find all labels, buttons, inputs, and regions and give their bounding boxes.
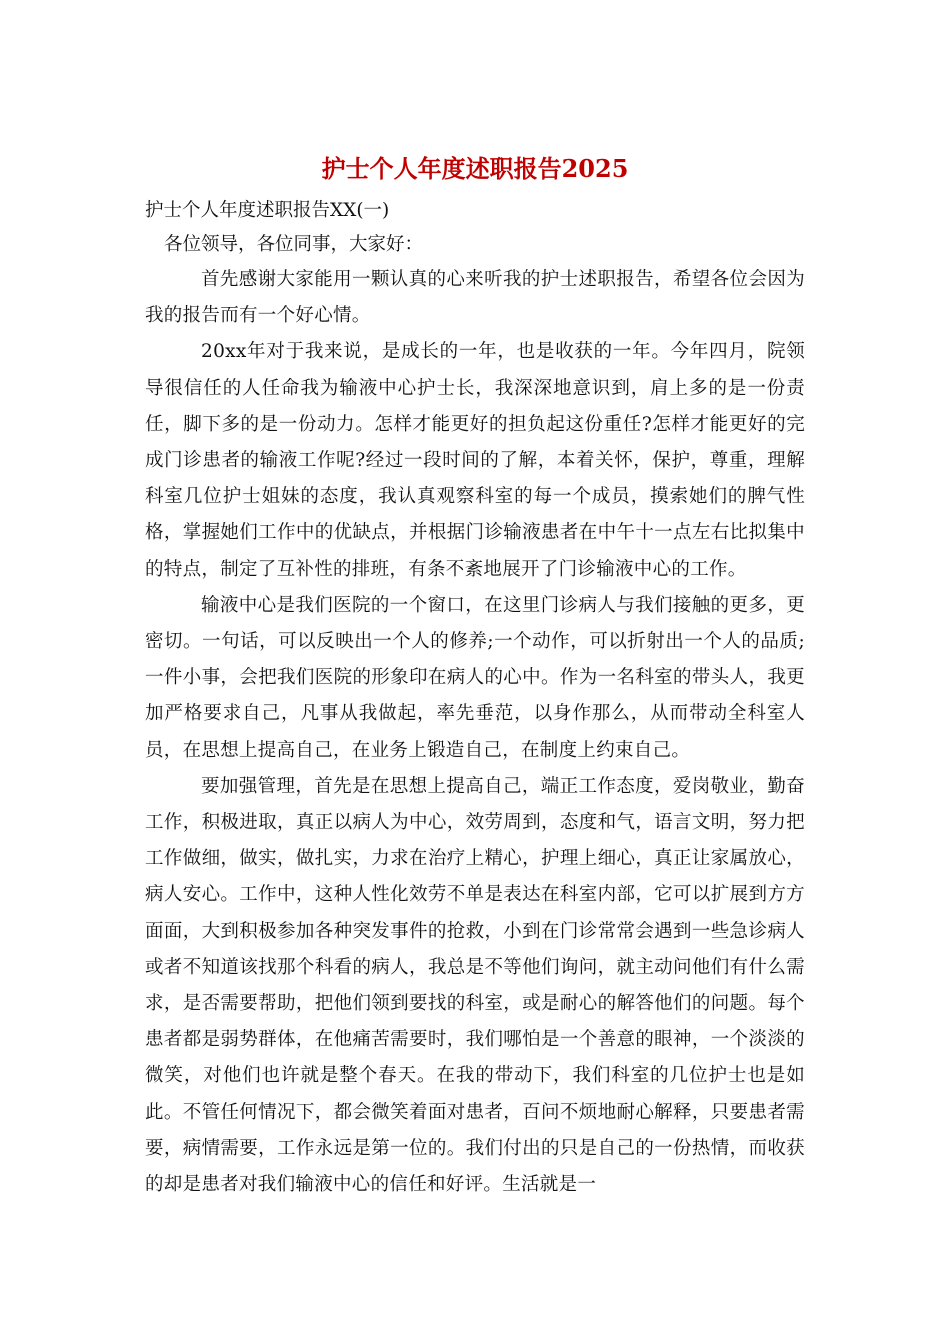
paragraph-3: 输液中心是我们医院的一个窗口，在这里门诊病人与我们接触的更多，更密切。一句话，可以反映出一个人的修养;一个动作，可以折射出一个人的品质;一件小事，会把我们医院的形象印在病人的心中。作为一名科室的带头人，我更加严格要求自己，凡事从我做起，率先垂范，以身作那么，从而带动全科室人员，在思想上提高自己，在业务上锻造自己，在制度上约束自己。 [145,594,805,761]
paragraph-4: 要加强管理，首先是在思想上提高自己，端正工作态度，爱岗敬业，勤奋工作，积极进取，真正以病人为中心，效劳周到，态度和气，语言文明，努力把工作做细，做实，做扎实，力求在治疗上精心，护理上细心，真正让家属放心，病人安心。工作中，这种人性化效劳不单是表达在科室内部，它可以扩展到方方面面，大到积极参加各种突发事件的抢救，小到在门诊常常会遇到一些急诊病人或者不知道该找那个科看的病人，我总是不等他们询问，就主动问他们有什么需求，是否需要帮助，把他们领到要找的科室，或是耐心的解答他们的问题。每个患者都是弱势群体，在他痛苦需要时，我们哪怕是一个善意的眼神，一个淡淡的微笑，对他们也许就是整个春天。在我的带动下，我们科室的几位护士也是如此。不管任何情况下，都会微笑着面对患者，百问不烦地耐心解释，只要患者需要，病情需要，工作永远是第一位的。我们付出的只是自己的一份热情，而收获的却是患者对我们输液中心的信任和好评。生活就是一 [145,775,805,1196]
body-text [145,262,805,1203]
paragraph-1: 首先感谢大家能用一颗认真的心来听我的护士述职报告，希望各位会因为我的报告而有一个好心情。 [145,269,805,327]
paragraph-2: 20xx年对于我来说，是成长的一年，也是收获的一年。今年四月，院领导很信任的人任命我为输液中心护士长，我深深地意识到，肩上多的是一份责任，脚下多的是一份动力。怎样才能更好的担负起这份重任?怎样才能更好的完成门诊患者的输液工作呢?经过一段时间的了解，本着关怀，保护，尊重，理解科室几位护士姐妹的态度，我认真观察科室的每一个成员，摸索她们的脾气性格，掌握她们工作中的优缺点，并根据门诊输液患者在中午十一点左右比拟集中的特点，制定了互补性的排班，有条不紊地展开了门诊输液中心的工作。 [145,341,805,580]
document-subtitle: 护士个人年度述职报告XX(一) [145,200,390,221]
document-title: 护士个人年度述职报告2025 [321,154,629,183]
greeting: 各位领导，各位同事，大家好： [164,234,424,255]
